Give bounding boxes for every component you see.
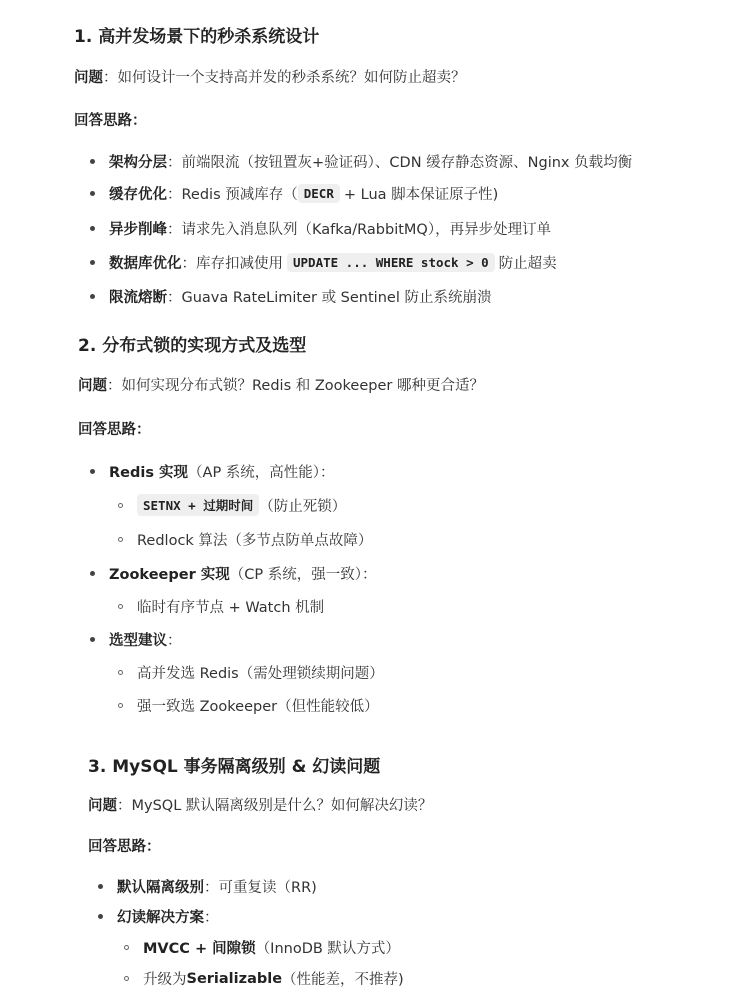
item-label: Zookeeper 实现 (109, 567, 230, 583)
answer-label: 回答思路： (74, 113, 147, 129)
bullet-icon (90, 294, 95, 299)
section-1-answer-heading (74, 109, 147, 130)
item-label: 数据库优化 (109, 256, 182, 272)
inline-code: UPDATE ... WHERE stock > 0 (287, 253, 495, 272)
item-text: ： (204, 910, 219, 926)
item-label: 架构分层 (109, 155, 167, 171)
item-text: + Lua 脚本保证原子性) (343, 187, 499, 203)
section-3-question (88, 794, 432, 815)
item-text: 防止超卖 (498, 256, 557, 272)
list-item (90, 563, 377, 584)
answer-label: 回答思路： (78, 422, 151, 438)
list-item (90, 183, 498, 204)
list-item (98, 906, 219, 927)
bullet-icon (90, 260, 95, 265)
section-2-question (78, 374, 484, 395)
item-label: Redis 实现 (109, 465, 189, 481)
item-text: 升级为 (143, 972, 187, 988)
question-label: 问题 (78, 378, 107, 394)
inline-code: DECR (298, 184, 340, 203)
question-text: ：如何设计一个支持高并发的秒杀系统？如何防止超卖？ (103, 70, 466, 86)
section-1-title: 1. 高并发场景下的秒杀系统设计 (74, 27, 320, 47)
circle-bullet-icon (118, 703, 123, 708)
bullet-icon (90, 226, 95, 231)
circle-bullet-icon (118, 503, 123, 508)
inline-code: SETNX + 过期时间 (137, 494, 259, 516)
list-item (90, 629, 182, 650)
circle-bullet-icon (118, 670, 123, 675)
bullet-icon (90, 159, 95, 164)
item-text: ：可重复读（RR) (204, 880, 317, 896)
item-text: ：Redis 预减库存（ (167, 187, 298, 203)
item-text: （CP 系统，强一致）： (229, 567, 377, 583)
item-label: MVCC + 间隙锁 (143, 941, 256, 957)
list-item (90, 151, 632, 172)
item-label: 幻读解决方案 (117, 910, 204, 926)
circle-bullet-icon (118, 537, 123, 542)
item-text: ：请求先入消息队列（Kafka/RabbitMQ），再异步处理订单 (167, 222, 552, 238)
circle-bullet-icon (118, 604, 123, 609)
item-label: 选型建议 (109, 633, 167, 649)
section-3-answer-heading (88, 835, 161, 856)
circle-bullet-icon (124, 945, 129, 950)
item-label: 默认隔离级别 (117, 880, 204, 896)
list-item (98, 876, 317, 897)
question-label: 问题 (74, 70, 103, 86)
circle-bullet-icon (124, 976, 129, 981)
item-label: 缓存优化 (109, 187, 167, 203)
sub-list-item (118, 695, 379, 716)
answer-label: 回答思路： (88, 839, 161, 855)
section-2-answer-heading (78, 418, 151, 439)
item-text: ： (167, 633, 182, 649)
list-item (90, 252, 557, 273)
item-text: （InnoDB 默认方式） (255, 941, 400, 957)
item-text: Redlock 算法（多节点防单点故障） (137, 533, 373, 549)
question-label: 问题 (88, 798, 117, 814)
item-label: Serializable (186, 970, 283, 987)
sub-list-item (118, 529, 372, 550)
item-text: ：前端限流（按钮置灰+验证码）、CDN 缓存静态资源、Nginx 负载均衡 (167, 155, 633, 171)
sub-list-item (118, 596, 324, 617)
item-text: 强一致选 Zookeeper（但性能较低） (137, 699, 379, 715)
item-text: 临时有序节点 + Watch 机制 (137, 600, 325, 616)
item-text: ：库存扣减使用 (181, 256, 283, 272)
section-2-title: 2. 分布式锁的实现方式及选型 (78, 336, 307, 356)
bullet-icon (90, 571, 95, 576)
item-text: （AP 系统，高性能）： (188, 465, 335, 481)
item-label: 异步削峰 (109, 222, 167, 238)
bullet-icon (98, 914, 103, 919)
item-text: ：Guava RateLimiter 或 Sentinel 防止系统崩溃 (167, 290, 492, 306)
list-item (90, 461, 335, 482)
sub-list-item (124, 937, 400, 958)
item-text: （性能差，不推荐) (282, 972, 404, 988)
question-text: ：MySQL 默认隔离级别是什么？如何解决幻读？ (117, 798, 433, 814)
section-1-question (74, 66, 466, 87)
list-item (90, 218, 551, 239)
bullet-icon (98, 884, 103, 889)
bullet-icon (90, 191, 95, 196)
list-item (90, 286, 491, 307)
bullet-icon (90, 469, 95, 474)
item-text: 高并发选 Redis（需处理锁续期问题） (137, 666, 384, 682)
sub-list-item (118, 662, 384, 683)
item-text: （防止死锁） (259, 498, 347, 515)
item-label: 限流熔断 (109, 290, 167, 306)
sub-list-item (118, 494, 346, 516)
sub-list-item (124, 968, 404, 989)
bullet-icon (90, 637, 95, 642)
section-3-title: 3. MySQL 事务隔离级别 & 幻读问题 (88, 757, 381, 777)
question-text: ：如何实现分布式锁？Redis 和 Zookeeper 哪种更合适？ (107, 378, 484, 394)
